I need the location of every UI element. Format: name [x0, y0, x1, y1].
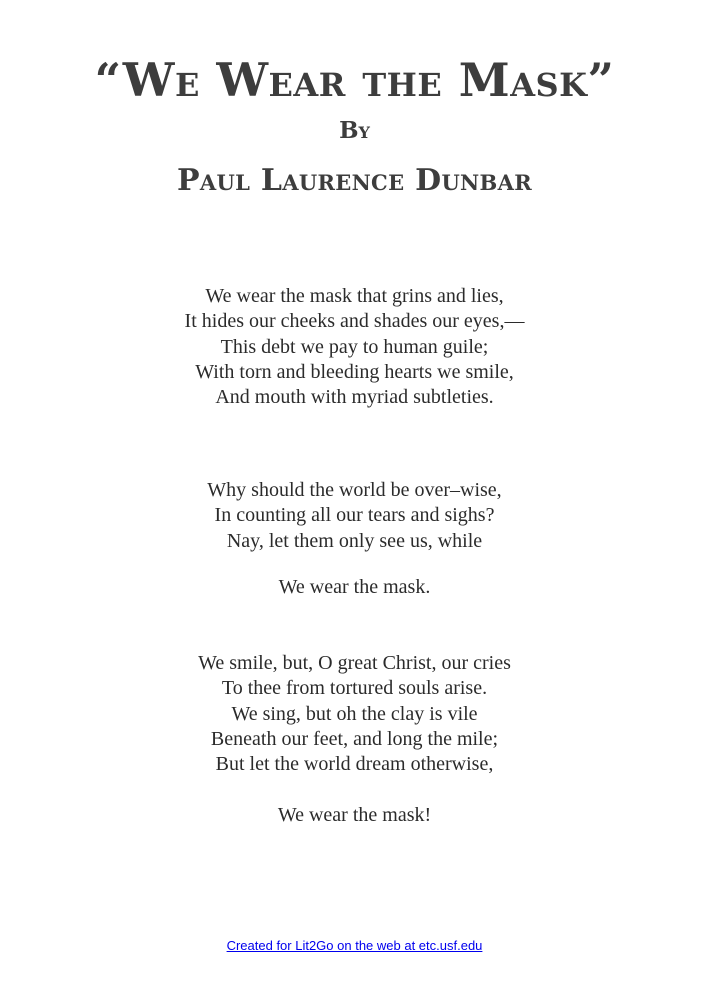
poem-line: And mouth with myriad subtleties.: [215, 386, 494, 409]
refrain-1: [0, 575, 709, 600]
poem-line: It hides our cheeks and shades our eyes,—: [184, 310, 525, 333]
poem-line: To thee from tortured souls arise.: [221, 677, 488, 700]
poem-line: But let the world dream otherwise,: [215, 753, 494, 776]
stanza-1: [0, 284, 709, 410]
poem-line: We wear the mask that grins and lies,: [205, 285, 504, 307]
lit2go-link[interactable]: Created for Lit2Go on the web at etc.usf.edu: [226, 938, 483, 953]
poem-line: We wear the mask!: [277, 804, 432, 826]
refrain-2: [0, 803, 709, 828]
poem-line: Why should the world be over–wise,: [207, 479, 502, 501]
stanza-3: [0, 651, 709, 777]
poem-line: In counting all our tears and sighs?: [214, 504, 495, 527]
stanza-2: [0, 478, 709, 554]
poem-line: Beneath our feet, and long the mile;: [210, 727, 499, 750]
poem-line: We wear the mask.: [278, 576, 431, 598]
poem-line: We sing, but oh the clay is vile: [231, 702, 478, 725]
poem-line: We smile, but, O great Christ, our cries: [198, 652, 511, 674]
poem-title: “We Wear the Mask”: [94, 53, 615, 107]
footer: [0, 937, 709, 955]
poem-line: Nay, let them only see us, while: [226, 529, 483, 552]
author-name: Paul Laurence Dunbar: [177, 163, 532, 198]
poem-line: This debt we pay to human guile;: [220, 335, 489, 358]
poem-line: With torn and bleeding hearts we smile,: [195, 360, 514, 383]
byline: By: [339, 117, 370, 144]
